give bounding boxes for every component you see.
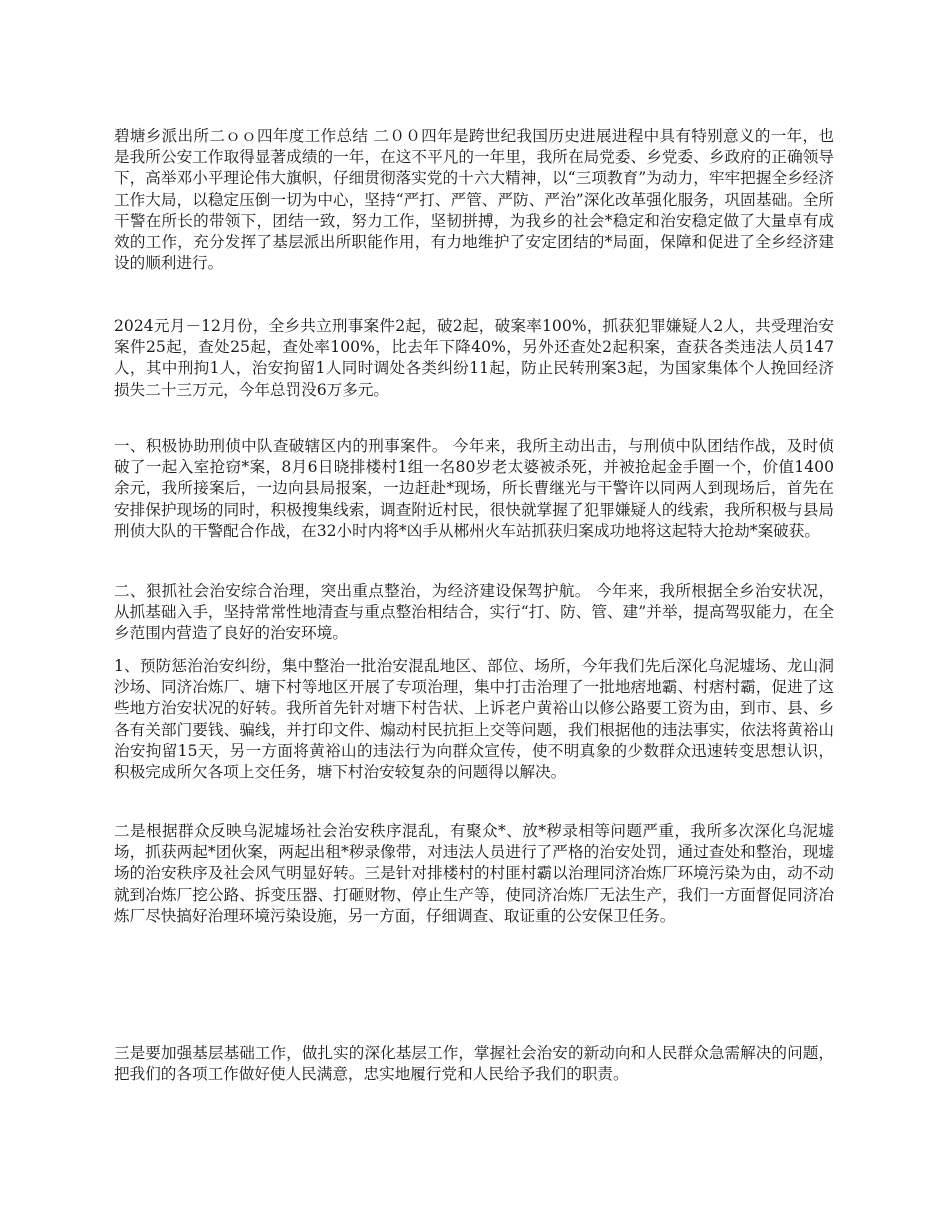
paragraph-criminal-cases: 一、积极协助刑侦中队查破辖区内的刑事案件。 今年来，我所主动出击，与刑侦中队团结作战，及时侦破了一起入室抢窃*案，8月6日晓排楼村1组一名80岁老太婆被杀死，并被抢起金手圈一个，价值1400余元，我所接案后，一边向县局报案，一边赶赴*现场，所长曹继光与干警许以同两人到现场后，首先在安排保护现场的同时，积极搜集线索，调查附近村民，很快就掌握了犯罪嫌疑人的线索，我所积极与县局刑侦大队的干警配合作战，在32小时内将*凶手从郴州火车站抓获归案成功地将这起特大抢劫*案破获。 — [114, 437, 834, 540]
paragraph-dispute-prevention: 1、预防惩治治安纠纷，集中整治一批治安混乱地区、部位、场所，今年我们先后深化乌泥墟场、龙山洞沙场、同济冶炼厂、塘下村等地区开展了专项治理，集中打击治理了一批地痞地霸、村痞村霸，促进了这些地方治安状况的好转。我所首先针对塘下村告状、上诉老户黄裕山以修公路要工资为由，到市、县、乡各有关部门要钱、骗线，并打印文件、煽动村民抗拒上交等问题，我们根据他的违法事实，依法将黄裕山治安拘留15天，另一方面将黄裕山的违法行为向群众宣传，使不明真象的少数群众迅速转变思想认识，积极完成所欠各项上交任务，塘下村治安较复杂的问题得以解决。 — [114, 657, 834, 782]
paragraph-market-rectification: 二是根据群众反映乌泥墟场社会治安秩序混乱，有聚众*、放*秽录相等问题严重，我所多次深化乌泥墟场，抓获两起*团伙案，两起出租*秽录像带，对违法人员进行了严格的治安处罚，通过查处和整治，现墟场的治安秩序及社会风气明显好转。三是针对排楼村的村匪村霸以治理同济冶炼厂环境污染为由，动不动就到冶炼厂挖公路、拆变压器、打砸财物、停止生产等，使同济冶炼厂无法生产，我们一方面督促同济冶炼厂尽快搞好治理环境污染设施，另一方面，仔细调查、取证重的公安保卫任务。 — [114, 822, 834, 925]
paragraph-summary-intro: 碧塘乡派出所二ｏｏ四年度工作总结 二００四年是跨世纪我国历史进展进程中具有特别意义的一年，也是我所公安工作取得显著成绩的一年，在这不平凡的一年里，我所在局党委、乡党委、乡政府的正确领导下，高举邓小平理论伟大旗帜，仔细贯彻落实党的十六大精神，以“三项教育”为动力，牢牢把握全乡经济工作大局，以稳定压倒一切为中心，坚持“严打、严管、严防、严治”深化改革强化服务，巩固基础。全所干警在所长的带领下，团结一致，努力工作，坚韧拼搏，为我乡的社会*稳定和治安稳定做了大量卓有成效的工作，充分发挥了基层派出所职能作用，有力地维护了安定团结的*局面，保障和促进了全乡经济建设的顺利进行。 — [114, 127, 834, 273]
paragraph-public-security-governance: 二、狠抓社会治安综合治理，突出重点整治，为经济建设保驾护航。 今年来，我所根据全乡治安状况，从抓基础入手，坚持常常性地清查与重点整治相结合，实行“打、防、管、建”并举，提高驾驭能力，在全乡范围内营造了良好的治安环境。 — [114, 582, 834, 643]
paragraph-statistics: 2024元月－12月份，全乡共立刑事案件2起，破2起，破案率100%，抓获犯罪嫌疑人2人，共受理治安案件25起，查处25起，查处率100%，比去年下降40%，另外还查处2起积案，查获各类违法人员147人，其中刑拘1人，治安拘留1人同时调处各类纠纷11起，防止民转刑案3起，为国家集体个人挽回经济损失二十三万元，今年总罚没6万多元。 — [114, 317, 834, 399]
paragraph-grassroots-work: 三是要加强基层基础工作，做扎实的深化基层工作，掌握社会治安的新动向和人民群众急需解决的问题，把我们的各项工作做好使人民满意，忠实地履行党和人民给予我们的职责。 — [114, 1044, 834, 1084]
